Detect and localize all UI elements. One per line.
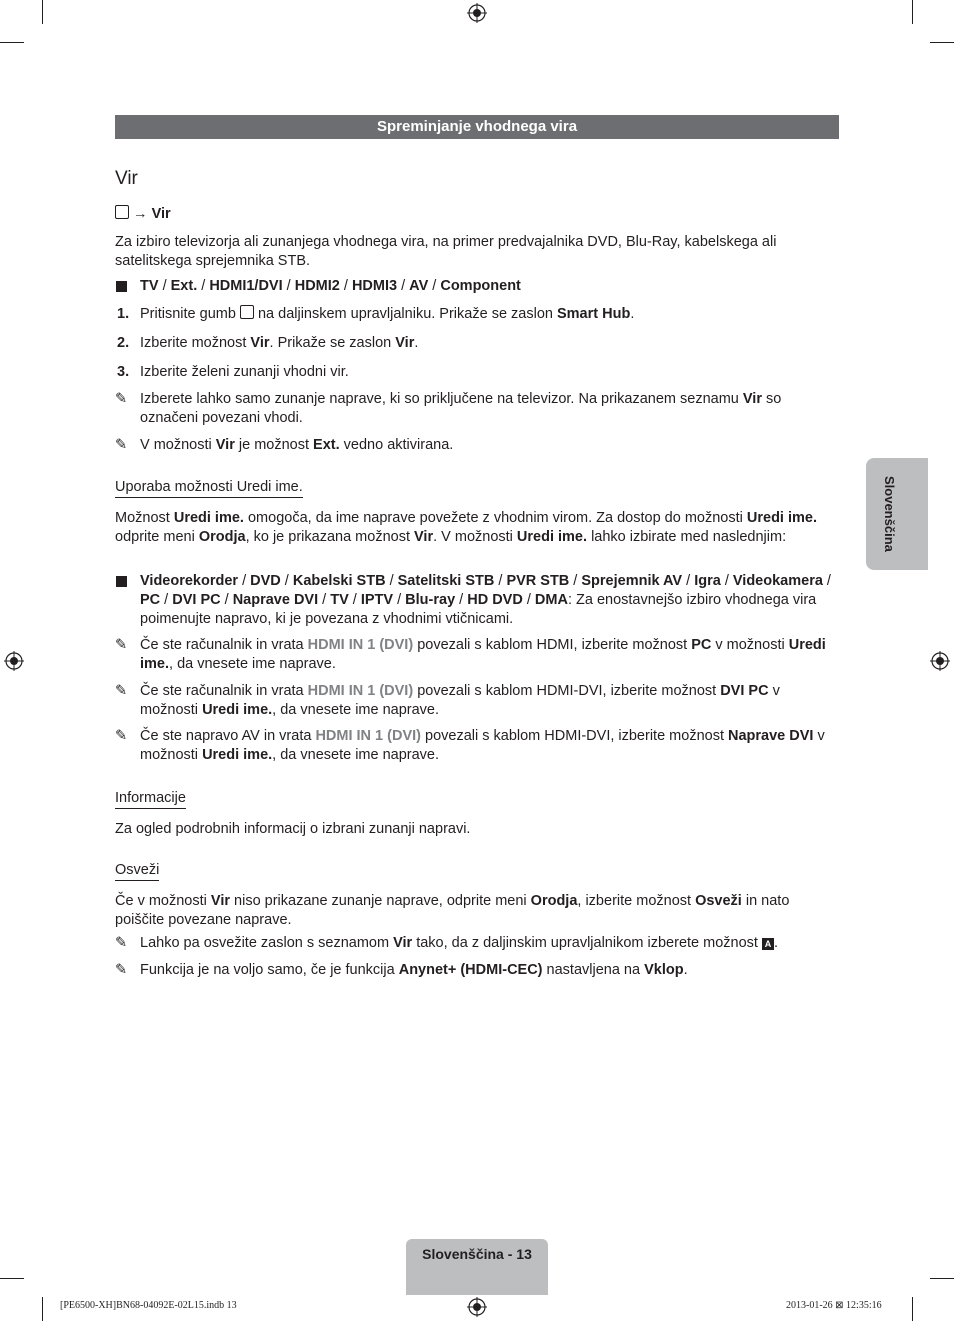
crop-mark bbox=[930, 1278, 954, 1279]
subheading-info: Informacije bbox=[115, 789, 186, 809]
a-button-icon: A bbox=[762, 938, 774, 950]
step-3: Izberite želeni zunanji vhodni vir. bbox=[140, 364, 349, 380]
bullet-square-icon bbox=[116, 576, 127, 587]
step-number: 2. bbox=[117, 335, 130, 351]
note: V možnosti Vir je možnost Ext. vedno aktivirana. bbox=[140, 437, 454, 453]
refresh-paragraph: Če v možnosti Vir niso prikazane zunanje naprave, odprite meni Orodja, izberite možnost Osveži in nato poiščite povezane naprave. bbox=[115, 893, 790, 928]
bullet-square-icon bbox=[116, 281, 127, 292]
note: Lahko pa osvežite zaslon s seznamom Vir tako, da z daljinskim upravljalnikom izberete možnost A . bbox=[140, 935, 778, 951]
note: Če ste računalnik in vrata HDMI IN 1 (DVI) povezali s kablom HDMI, izberite možnost PC v možnosti Uredi ime., da vnesete ime naprave. bbox=[140, 637, 826, 672]
crop-mark bbox=[930, 42, 954, 43]
note: Če ste računalnik in vrata HDMI IN 1 (DVI) povezali s kablom HDMI-DVI, izberite možnost DVI PC v možnosti Uredi ime., da vnesete ime naprave. bbox=[140, 683, 780, 718]
note-icon: ✎ bbox=[115, 437, 128, 453]
step-1: Pritisnite gumb na daljinskem upravljalniku. Prikaže se zaslon Smart Hub. bbox=[140, 306, 635, 322]
crop-mark bbox=[0, 42, 24, 43]
info-paragraph: Za ogled podrobnih informacij o izbrani zunanji napravi. bbox=[115, 821, 471, 837]
crop-mark bbox=[912, 1297, 913, 1321]
note-icon: ✎ bbox=[115, 637, 128, 653]
intro-paragraph: Za izbiro televizorja ali zunanjega vhodnega vira, na primer predvajalnika DVD, Blu-Ray, kabelskega ali satelitskega sprejemnika STB. bbox=[115, 234, 777, 269]
section-banner: Spreminjanje vhodnega vira bbox=[115, 115, 839, 139]
note: Izberete lahko samo zunanje naprave, ki so priključene na televizor. Na prikazanem seznamu Vir so označeni povezani vhodi. bbox=[140, 391, 782, 426]
registration-mark-icon bbox=[930, 651, 950, 671]
section-title: Vir bbox=[115, 168, 138, 189]
note: Če ste napravo AV in vrata HDMI IN 1 (DVI) povezali s kablom HDMI-DVI, izberite možnost Naprave DVI v možnosti Uredi ime., da vnesete ime naprave. bbox=[140, 728, 825, 763]
subheading-rename: Uporaba možnosti Uredi ime. bbox=[115, 478, 303, 498]
print-imprint-left: [PE6500-XH]BN68-04092E-02L15.indb 13 bbox=[60, 1300, 237, 1311]
print-imprint-right: 2013-01-26 ⊠ 12:35:16 bbox=[786, 1300, 882, 1311]
subheading-refresh: Osveži bbox=[115, 861, 159, 881]
language-side-tab bbox=[866, 458, 928, 570]
crop-mark bbox=[42, 0, 43, 24]
rename-paragraph: Možnost Uredi ime. omogoča, da ime naprave povežete z vhodnim virom. Za dostop do možnosti Uredi ime. odprite meni Orodja, ko je prikazana možnost Vir. V možnosti Uredi ime. lahko izbirate med naslednjim: bbox=[115, 510, 817, 545]
note-icon: ✎ bbox=[115, 683, 128, 699]
device-list: Videorekorder / DVD / Kabelski STB / Satelitski STB / PVR STB / Sprejemnik AV / Igra / Videokamera / PC / DVI PC / Naprave DVI / TV / IPTV / Blu-ray / HD DVD / DMA: Za enostavnejšo izbiro vhodnega vira poimenujte napravo, ki je povezana z vhodnimi vtičnicami. bbox=[140, 573, 831, 627]
registration-mark-icon bbox=[467, 1297, 487, 1317]
language-side-label: Slovenščina bbox=[882, 476, 897, 552]
crop-mark bbox=[912, 0, 913, 24]
source-button-icon bbox=[240, 305, 254, 319]
page-number: Slovenščina - 13 bbox=[422, 1246, 532, 1262]
note-icon: ✎ bbox=[115, 391, 128, 407]
crop-mark bbox=[42, 1297, 43, 1321]
step-number: 3. bbox=[117, 364, 130, 380]
source-list: TV / Ext. / HDMI1/DVI / HDMI2 / HDMI3 / AV / Component bbox=[140, 278, 521, 294]
registration-mark-icon bbox=[4, 651, 24, 671]
crop-mark bbox=[0, 1278, 24, 1279]
note-icon: ✎ bbox=[115, 728, 128, 744]
menu-path: → Vir bbox=[115, 205, 840, 224]
note-icon: ✎ bbox=[115, 962, 128, 978]
registration-mark-icon bbox=[467, 3, 487, 23]
source-button-icon bbox=[115, 205, 129, 219]
step-2: Izberite možnost Vir. Prikaže se zaslon Vir. bbox=[140, 335, 419, 351]
step-number: 1. bbox=[117, 306, 130, 322]
note: Funkcija je na voljo samo, če je funkcija Anynet+ (HDMI-CEC) nastavljena na Vklop. bbox=[140, 962, 688, 978]
note-icon: ✎ bbox=[115, 935, 128, 951]
